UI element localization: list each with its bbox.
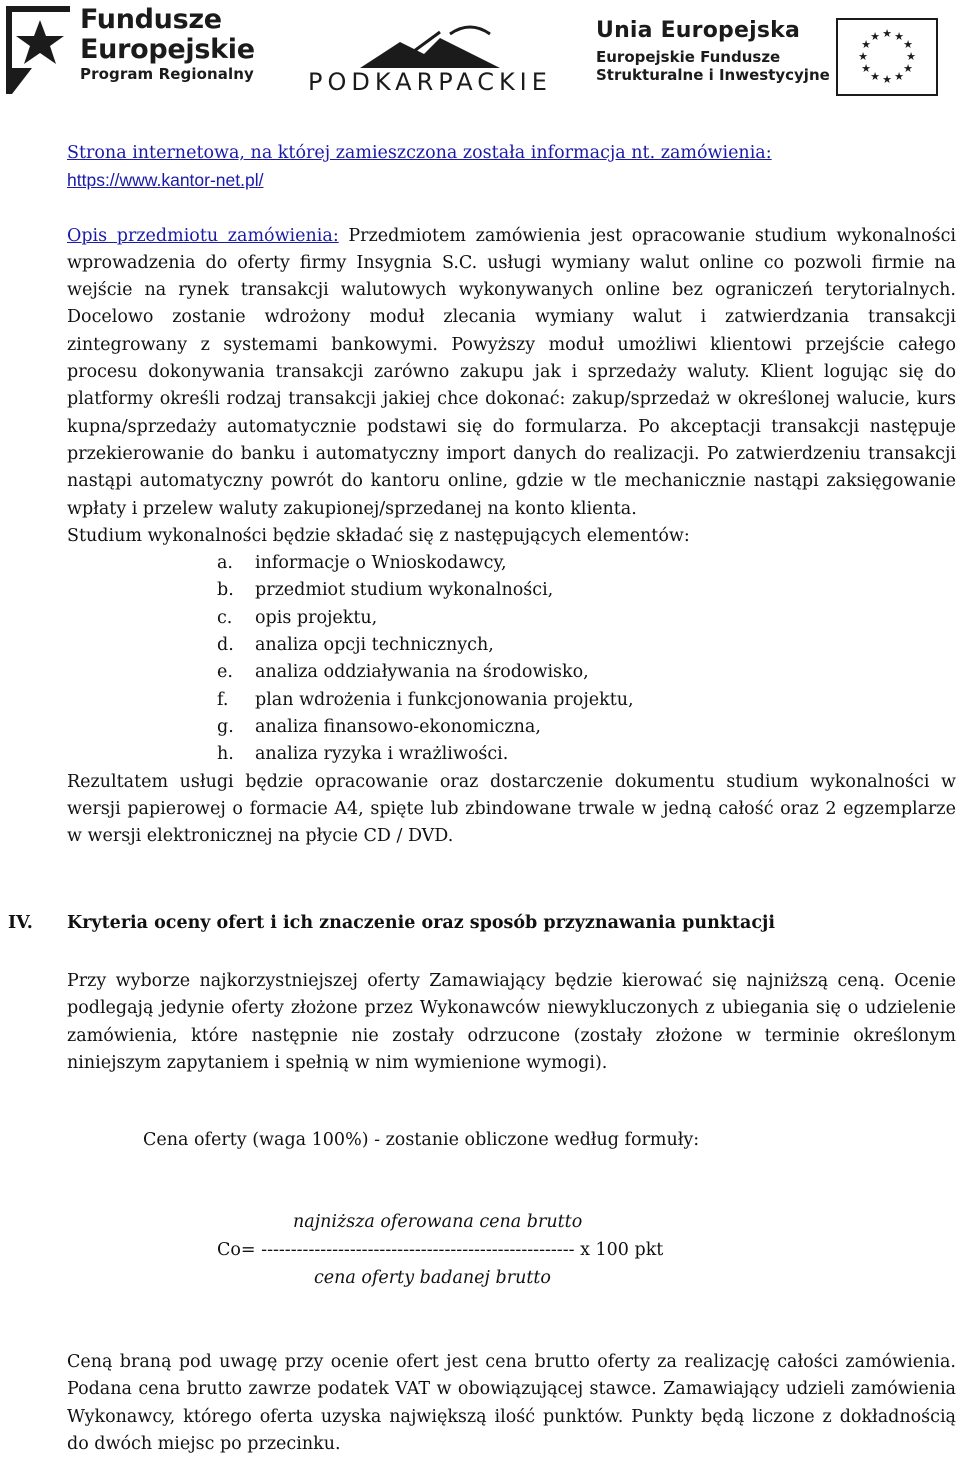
price-text: Ceną braną pod uwagę przy ocenie ofert jest cena brutto oferty za realizację całości zamówienia. Podana cena brutto zawrze podatek VAT w obowiązującej stawce. Zamawiający udzieli zamówienia Wykonawcy, którego oferta uzyska największą ilość punktów. Punkty będą liczone z dokładnością do dwóch miejsc po przecinku. xyxy=(67,1352,956,1454)
list-item: h. analiza ryzyka i wrażliwości. xyxy=(217,744,509,765)
list-item: b. przedmiot studium wykonalności, xyxy=(217,580,554,601)
svg-text:★: ★ xyxy=(903,38,913,51)
description-label: Opis przedmiotu zamówienia: xyxy=(67,225,339,246)
ue-logo-line3: Strukturalne i Inwestycyjne xyxy=(596,66,830,84)
description-text: Przedmiotem zamówienia jest opracowanie studium wykonalności wprowadzenia do oferty firmy Insygnia S.C. usługi wymiany walut online co pozwoli firmie na wejście na rynek transakcji walutowych wykonywanych online bez ograniczeń terytorialnych. Docelowo zostanie wdrożony moduł zlecania wymiany walut i zatwierdzania transakcji zintegrowany z systemami bankowymi. Powyższy moduł umożliwi klientowi przejście całego procesu dokonywania transakcji zarówno zakupu jak i sprzedaży waluty. Klient logując się do platformy określi rodzaj transakcji jakiej chce dokonać: zakup/sprzedaż w określonej walucie, kurs kupna/sprzedaży automatycznie podstawi się do formularza. Po akceptacji transakcji następuje przekierowanie do banku i automatyczny import danych do realizacji. Po zatwierdzeniu transakcji nastąpi automatyczny powrót do kantoru online, gdzie w tle mechanicznie nastąpi zaksięgowanie wpłaty i przelew waluty zakupionej/sprzedanej na konto klienta. xyxy=(67,225,956,519)
svg-text:★: ★ xyxy=(882,73,892,86)
price-paragraph xyxy=(67,1349,956,1458)
page-header xyxy=(0,0,960,105)
description-paragraph xyxy=(67,223,956,523)
criteria-text: Przy wyborze najkorzystniejszej oferty Zamawiający będzie kierować się najniższą ceną. Ocenie podlegają jedynie oferty złożone przez Wykonawców niewykluczonych z ubiegania się o udzielenie zamówienia, które następnie nie zostały odrzucone (zostały złożone w terminie określonym niniejszym zapytaniem i spełnią w nim wymienione wymogi). xyxy=(67,971,956,1073)
elements-intro: Studium wykonalności będzie składać się z następujących elementów: xyxy=(67,525,690,546)
list-item: e. analiza oddziaływania na środowisko, xyxy=(217,662,589,683)
criteria-paragraph xyxy=(67,968,956,1077)
svg-text:★: ★ xyxy=(906,50,916,63)
fe-logo-line2: Europejskie xyxy=(80,34,255,65)
svg-text:★: ★ xyxy=(858,50,868,63)
podkarpackie-logo xyxy=(300,24,562,102)
svg-text:★: ★ xyxy=(903,62,913,75)
ue-logo-line1: Unia Europejska xyxy=(596,18,801,43)
ue-logo-line2: Europejskie Fundusze xyxy=(596,48,781,66)
eu-flag-icon xyxy=(836,18,938,96)
list-item: a. informacje o Wnioskodawcy, xyxy=(217,553,507,574)
svg-text:★: ★ xyxy=(870,30,880,43)
website-label: Strona internetowa, na której zamieszczona została informacja nt. zamówienia: xyxy=(67,143,772,163)
result-paragraph: Rezultatem usługi będzie opracowanie oraz dostarczenie dokumentu studium wykonalności w wersji papierowej o formacie A4, spięte lub zbindowane trwale w jedną całość oraz 2 egzemplarze w wersji elektronicznej na płycie CD / DVD. xyxy=(67,771,956,847)
list-item: c. opis projektu, xyxy=(217,607,378,628)
section-title: Kryteria oceny ofert i ich znaczenie oraz sposób przyznawania punktacji xyxy=(67,913,775,933)
podkarpackie-logo-text: PODKARPACKIE xyxy=(308,68,552,96)
svg-text:★: ★ xyxy=(861,62,871,75)
svg-text:★: ★ xyxy=(894,70,904,83)
list-item: d. analiza opcji technicznych, xyxy=(217,635,494,656)
formula-intro: Cena oferty (waga 100%) - zostanie obliczone według formuły: xyxy=(143,1130,700,1150)
svg-text:★: ★ xyxy=(882,27,892,40)
list-item: g. analiza finansowo-ekonomiczna, xyxy=(217,716,541,737)
svg-text:★: ★ xyxy=(870,70,880,83)
list-item: f. plan wdrożenia i funkcjonowania projektu, xyxy=(217,689,634,710)
section-number: IV. xyxy=(8,913,33,933)
fe-logo-line3: Program Regionalny xyxy=(80,65,254,83)
svg-text:★: ★ xyxy=(861,38,871,51)
document-body xyxy=(67,140,956,850)
fe-star-flag-icon xyxy=(6,6,72,94)
formula-denominator: cena oferty badanej brutto xyxy=(314,1268,551,1288)
mountain-sun-icon xyxy=(300,24,562,70)
formula-numerator: najniższa oferowana cena brutto xyxy=(293,1212,583,1232)
website-paragraph xyxy=(67,140,956,196)
formula-line: Co= ----------------------------------------------------- x 100 pkt xyxy=(217,1240,664,1260)
elements-list xyxy=(67,550,956,768)
unia-europejska-logo xyxy=(596,16,938,98)
svg-text:★: ★ xyxy=(894,30,904,43)
fundusze-europejskie-logo xyxy=(6,4,256,96)
website-link[interactable]: https://www.kantor-net.pl/ xyxy=(67,170,264,191)
fe-logo-line1: Fundusze xyxy=(80,4,222,35)
